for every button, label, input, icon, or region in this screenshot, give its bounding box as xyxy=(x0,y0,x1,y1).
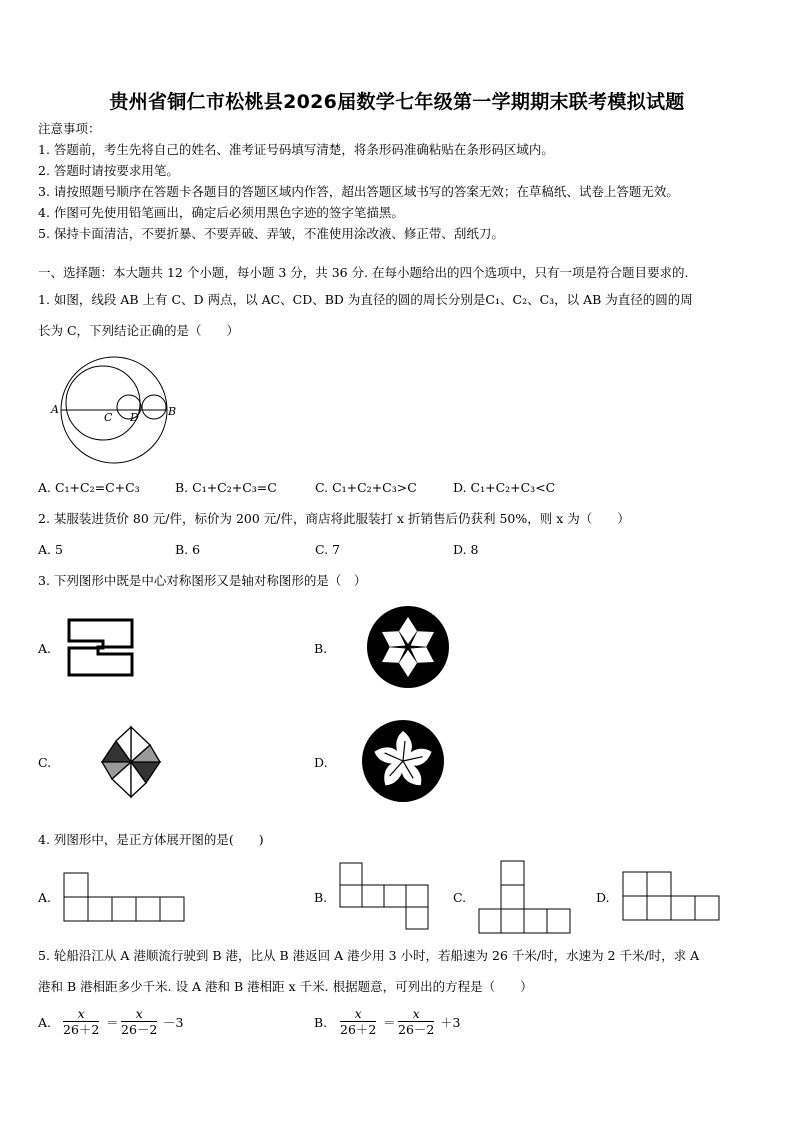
q1-option-a[interactable]: A. C₁+C₂=C+C₃ xyxy=(38,480,140,495)
q1-label-b: B xyxy=(168,405,177,418)
q5-a-tail: －3 xyxy=(163,1015,184,1030)
q1-stem-line2: 长为 C，下列结论正确的是（ ） xyxy=(38,323,240,338)
q5-a-fraction-left xyxy=(63,1006,99,1038)
q5-b-denominator-right: 26－2 xyxy=(398,1022,435,1037)
q4-stem: 4. 列图形中，是正方体展开图的是( ) xyxy=(38,832,264,847)
q5-a-denominator-left: 26＋2 xyxy=(63,1022,100,1037)
notice-item-4: 4. 作图可先使用铅笔画出，确定后必须用黑色字迹的签字笔描黑。 xyxy=(38,205,404,220)
q3-option-d[interactable]: D. xyxy=(314,755,328,770)
q5-b-tail: ＋3 xyxy=(440,1015,461,1030)
q1-label-a: A xyxy=(51,403,59,416)
notice-item-2: 2. 答题时请按要求用笔。 xyxy=(38,163,179,178)
q3-stem: 3. 下列图形中既是中心对称图形又是轴对称图形的是（ ） xyxy=(38,573,367,588)
q5-stem-line1: 5. 轮船沿江从 A 港顺流行驶到 B 港，比从 B 港返回 A 港少用 3 小时，若船速为 26 千米/时，水速为 2 千米/时，求 A xyxy=(38,948,700,963)
q2-option-a[interactable]: A. 5 xyxy=(38,542,63,557)
q3-figure-d xyxy=(361,719,445,803)
q3-option-b[interactable]: B. xyxy=(314,641,328,656)
q4-option-d[interactable]: D. xyxy=(596,890,610,905)
q1-option-c[interactable]: C. C₁+C₂+C₃>C xyxy=(315,480,417,495)
q5-option-a[interactable]: A. xyxy=(38,1015,52,1030)
q5-b-numerator-right: x xyxy=(398,1006,434,1022)
q5-b-equals: ＝ xyxy=(383,1015,396,1030)
q3-option-c[interactable]: C. xyxy=(38,755,52,770)
q5-a-numerator-left: x xyxy=(63,1006,99,1022)
q5-a-numerator-right: x xyxy=(121,1006,157,1022)
q4-net-b xyxy=(339,862,434,934)
q4-net-a xyxy=(63,872,188,922)
q5-b-fraction-left xyxy=(340,1006,376,1038)
q3-figure-b xyxy=(366,605,450,689)
page-title: 贵州省铜仁市松桃县2026届数学七年级第一学期期末联考模拟试题 xyxy=(109,91,685,113)
q3-figure-a xyxy=(66,617,136,679)
q4-option-b[interactable]: B. xyxy=(314,890,328,905)
notice-item-5: 5. 保持卡面清洁，不要折暴、不要弄破、弄皱，不准使用涂改液、修正带、刮纸刀。 xyxy=(38,226,504,241)
q1-circles-figure xyxy=(48,352,178,472)
q1-option-d[interactable]: D. C₁+C₂+C₃<C xyxy=(453,480,556,495)
q5-a-denominator-right: 26－2 xyxy=(121,1022,158,1037)
q5-b-fraction-right xyxy=(398,1006,434,1038)
q5-stem-line2: 港和 B 港相距多少千米. 设 A 港和 B 港相距 x 千米. 根据题意，可列出的方程是（ ） xyxy=(38,979,533,994)
q4-net-d xyxy=(622,871,724,923)
section-heading: 一、选择题：本大题共 12 个小题，每小题 3 分，共 36 分. 在每小题给出的四个选项中，只有一项是符合题目要求的. xyxy=(38,265,689,280)
q1-label-d: D xyxy=(130,411,139,424)
q5-a-fraction-right xyxy=(121,1006,157,1038)
q5-option-b[interactable]: B. xyxy=(314,1015,328,1030)
q5-a-equals: ＝ xyxy=(106,1015,119,1030)
q4-option-a[interactable]: A. xyxy=(38,890,52,905)
notice-heading: 注意事项： xyxy=(38,121,101,136)
q3-option-a[interactable]: A. xyxy=(38,641,52,656)
q3-figure-c xyxy=(98,723,164,801)
q1-stem-line1: 1. 如图，线段 AB 上有 C、D 两点，以 AC、CD、BD 为直径的圆的周长分别是C₁、C₂、C₃，以 AB 为直径的圆的周 xyxy=(38,292,693,307)
q5-b-denominator-left: 26＋2 xyxy=(340,1022,377,1037)
q2-option-c[interactable]: C. 7 xyxy=(315,542,341,557)
notice-item-1: 1. 答题前，考生先将自己的姓名、准考证号码填写清楚，将条形码准确粘贴在条形码区域内。 xyxy=(38,142,554,157)
q4-option-c[interactable]: C. xyxy=(453,890,467,905)
q2-option-d[interactable]: D. 8 xyxy=(453,542,479,557)
q5-b-numerator-left: x xyxy=(340,1006,376,1022)
q1-option-b[interactable]: B. C₁+C₂+C₃=C xyxy=(175,480,277,495)
q2-option-b[interactable]: B. 6 xyxy=(175,542,201,557)
notice-item-3: 3. 请按照题号顺序在答题卡各题目的答题区域内作答，超出答题区域书写的答案无效；在草稿纸、试卷上答题无效。 xyxy=(38,184,679,199)
q4-net-c xyxy=(478,860,578,936)
q1-label-c: C xyxy=(104,411,113,424)
q2-stem: 2. 某服装进货价 80 元/件，标价为 200 元/件，商店将此服装打 x 折销售后仍获利 50%，则 x 为（ ） xyxy=(38,511,630,526)
